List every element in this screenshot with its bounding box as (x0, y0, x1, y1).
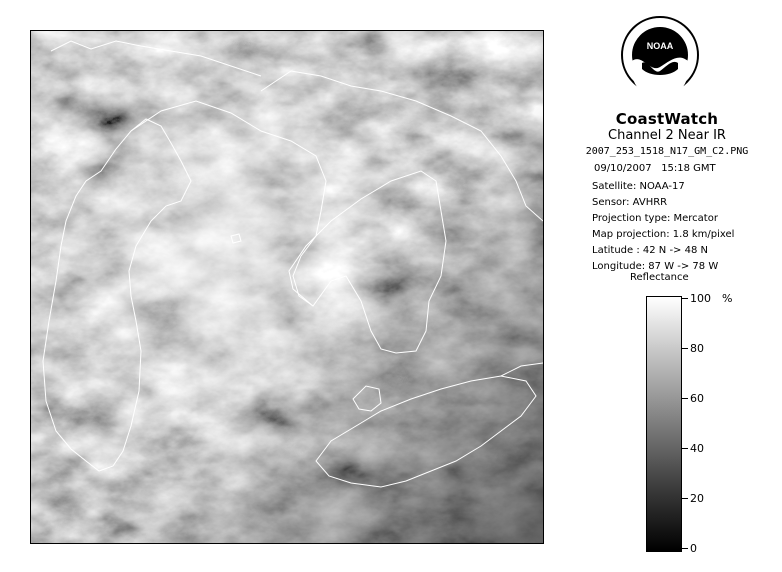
legend-tick-label: 100 (690, 292, 711, 305)
legend-tick-mark (681, 448, 688, 449)
reflectance-map (31, 31, 543, 543)
channel-label: Channel 2 Near IR (608, 128, 726, 143)
legend-tick-label: 60 (690, 392, 704, 405)
legend-tick-mark (681, 548, 688, 549)
brand-title: CoastWatch (615, 110, 719, 128)
reflectance-colorbar (646, 296, 682, 552)
legend-unit: % (722, 292, 733, 305)
satellite-image-panel (30, 30, 544, 544)
acquisition-date: 09/10/2007 (594, 163, 652, 174)
acquisition-time: 15:18 GMT (661, 163, 716, 174)
latitude-info: Latitude : 42 N -> 48 N (592, 245, 708, 256)
legend-tick-label: 80 (690, 342, 704, 355)
satellite-info: Satellite: NOAA-17 (592, 181, 685, 192)
legend-tick-label: 0 (690, 542, 697, 555)
longitude-info: Longitude: 87 W -> 78 W (592, 261, 719, 272)
acquisition-datetime (594, 163, 716, 175)
legend-tick-mark (681, 398, 688, 399)
legend-title: Reflectance (630, 272, 689, 283)
sensor-info: Sensor: AVHRR (592, 197, 668, 208)
legend-tick-mark (681, 498, 688, 499)
logo-agency-text: NOAA (646, 41, 674, 51)
projection-type-info: Projection type: Mercator (592, 213, 718, 224)
legend-tick-mark (681, 348, 688, 349)
legend-tick-label: 20 (690, 492, 704, 505)
noaa-seal-icon (620, 15, 700, 95)
image-filename: 2007_253_1518_N17_GM_C2.PNG (585, 146, 749, 157)
map-projection-info: Map projection: 1.8 km/pixel (592, 229, 735, 240)
dark-clear-zone (31, 31, 543, 543)
legend-tick-label: 40 (690, 442, 704, 455)
legend-tick-mark (681, 298, 688, 299)
